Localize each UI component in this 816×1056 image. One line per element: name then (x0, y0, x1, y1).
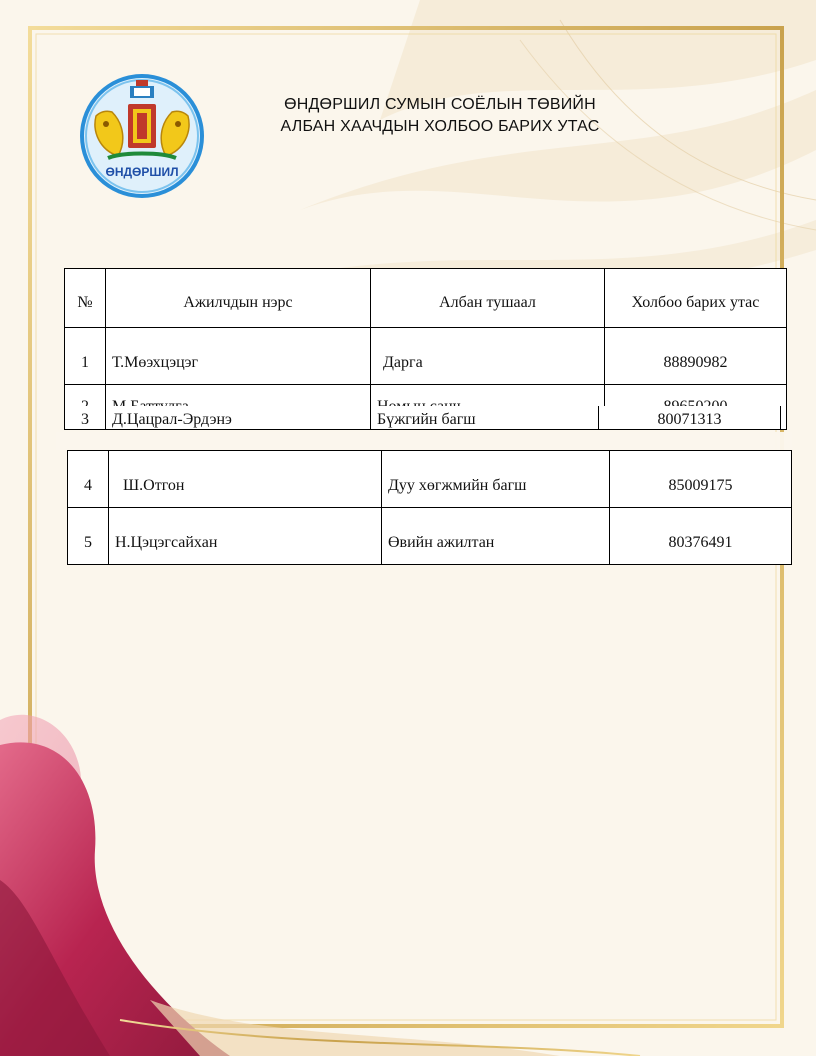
ondorshil-emblem-icon (78, 72, 206, 200)
contacts-table-continued (67, 450, 792, 565)
row-number: 5 (68, 508, 109, 565)
row-phone: 80071313 (599, 406, 781, 430)
row-position: Өвийн ажилтан (382, 508, 610, 565)
header-phone: Холбоо барих утас (605, 269, 787, 328)
page-title-line1: ӨНДӨРШИЛ СУМЫН СОЁЛЫН ТӨВИЙН (284, 96, 596, 113)
table-row (65, 328, 787, 385)
row-name: Т.Мөэхцэцэг (106, 328, 371, 385)
row-name: Н.Цэцэгсайхан (109, 508, 382, 565)
row-name: Ш.Отгон (109, 451, 382, 508)
render-gap (56, 432, 792, 450)
row-number: 3 (65, 406, 106, 430)
page-title-line2: АЛБАН ХААЧДЫН ХОЛБОО БАРИХ УТАС (280, 118, 600, 135)
header-number: № (65, 269, 106, 328)
row-number: 1 (65, 328, 106, 385)
header-position: Албан тушаал (371, 269, 605, 328)
header-name: Ажилчдын нэрс (106, 269, 371, 328)
row-phone: 85009175 (610, 451, 792, 508)
row-position: Дуу хөгжмийн багш (382, 451, 610, 508)
logo-text: ӨНДӨРШИЛ (105, 165, 179, 179)
table-row (65, 406, 781, 430)
row-position: Бүжгийн багш (371, 406, 599, 430)
row-phone: 88890982 (605, 328, 787, 385)
table-row-clipped (56, 406, 792, 434)
table-row (68, 451, 792, 508)
row-name: Д.Цацрал-Эрдэнэ (106, 406, 371, 430)
table-row (68, 508, 792, 565)
row-phone: 80376491 (610, 508, 792, 565)
row-position: Дарга (371, 328, 605, 385)
table-header-row (65, 269, 787, 328)
row-number: 4 (68, 451, 109, 508)
